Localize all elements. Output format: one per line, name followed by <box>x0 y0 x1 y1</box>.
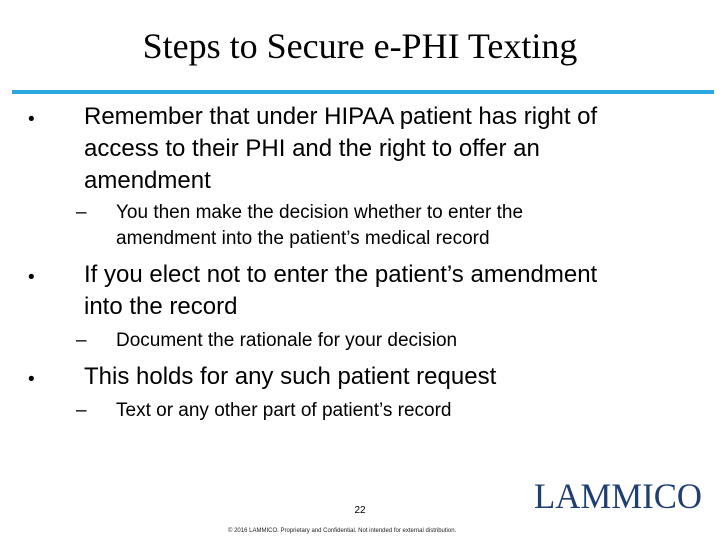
bullet-1: • <box>28 109 35 130</box>
sub-item-1-line-2: amendment into the patient’s medical record <box>116 228 490 249</box>
title-divider <box>12 90 714 94</box>
bullet-2-line-1: If you elect not to enter the patient’s amendment <box>84 261 598 288</box>
bullet-1-line-2: access to their PHI and the right to offer an <box>84 135 540 162</box>
bullet-2-line-2: into the record <box>84 293 238 320</box>
bullet-1-text <box>84 101 597 197</box>
sub-item-1 <box>116 200 523 252</box>
bullet-3-line-1: This holds for any such patient request <box>84 363 497 390</box>
sub-item-3 <box>116 398 452 424</box>
sub-dash-3: – <box>76 400 87 421</box>
bullet-3-text <box>84 361 496 393</box>
sub-item-3-line-1: Text or any other part of patient’s record <box>116 400 452 421</box>
footer-copyright: © 2016 LAMMICO. Proprietary and Confidential. Not intended for external distribution. <box>228 528 457 534</box>
sub-item-2-line-1: Document the rationale for your decision <box>116 330 458 351</box>
page-number: 22 <box>354 505 366 516</box>
bullet-2-text <box>84 259 597 323</box>
bullet-1-line-3: amendment <box>84 167 211 194</box>
bullet-1-line-1: Remember that under HIPAA patient has right of <box>84 103 598 130</box>
bullet-2: • <box>28 267 35 288</box>
sub-dash-2: – <box>76 330 87 351</box>
sub-dash-1: – <box>76 202 87 223</box>
slide-title: Steps to Secure e-PHI Texting <box>142 26 578 66</box>
sub-item-1-line-1: You then make the decision whether to enter the <box>116 202 524 223</box>
logo-wordmark: LAMMICO <box>534 476 702 516</box>
lammico-logo <box>532 470 704 516</box>
sub-item-2 <box>116 328 457 354</box>
bullet-3: • <box>28 369 35 390</box>
